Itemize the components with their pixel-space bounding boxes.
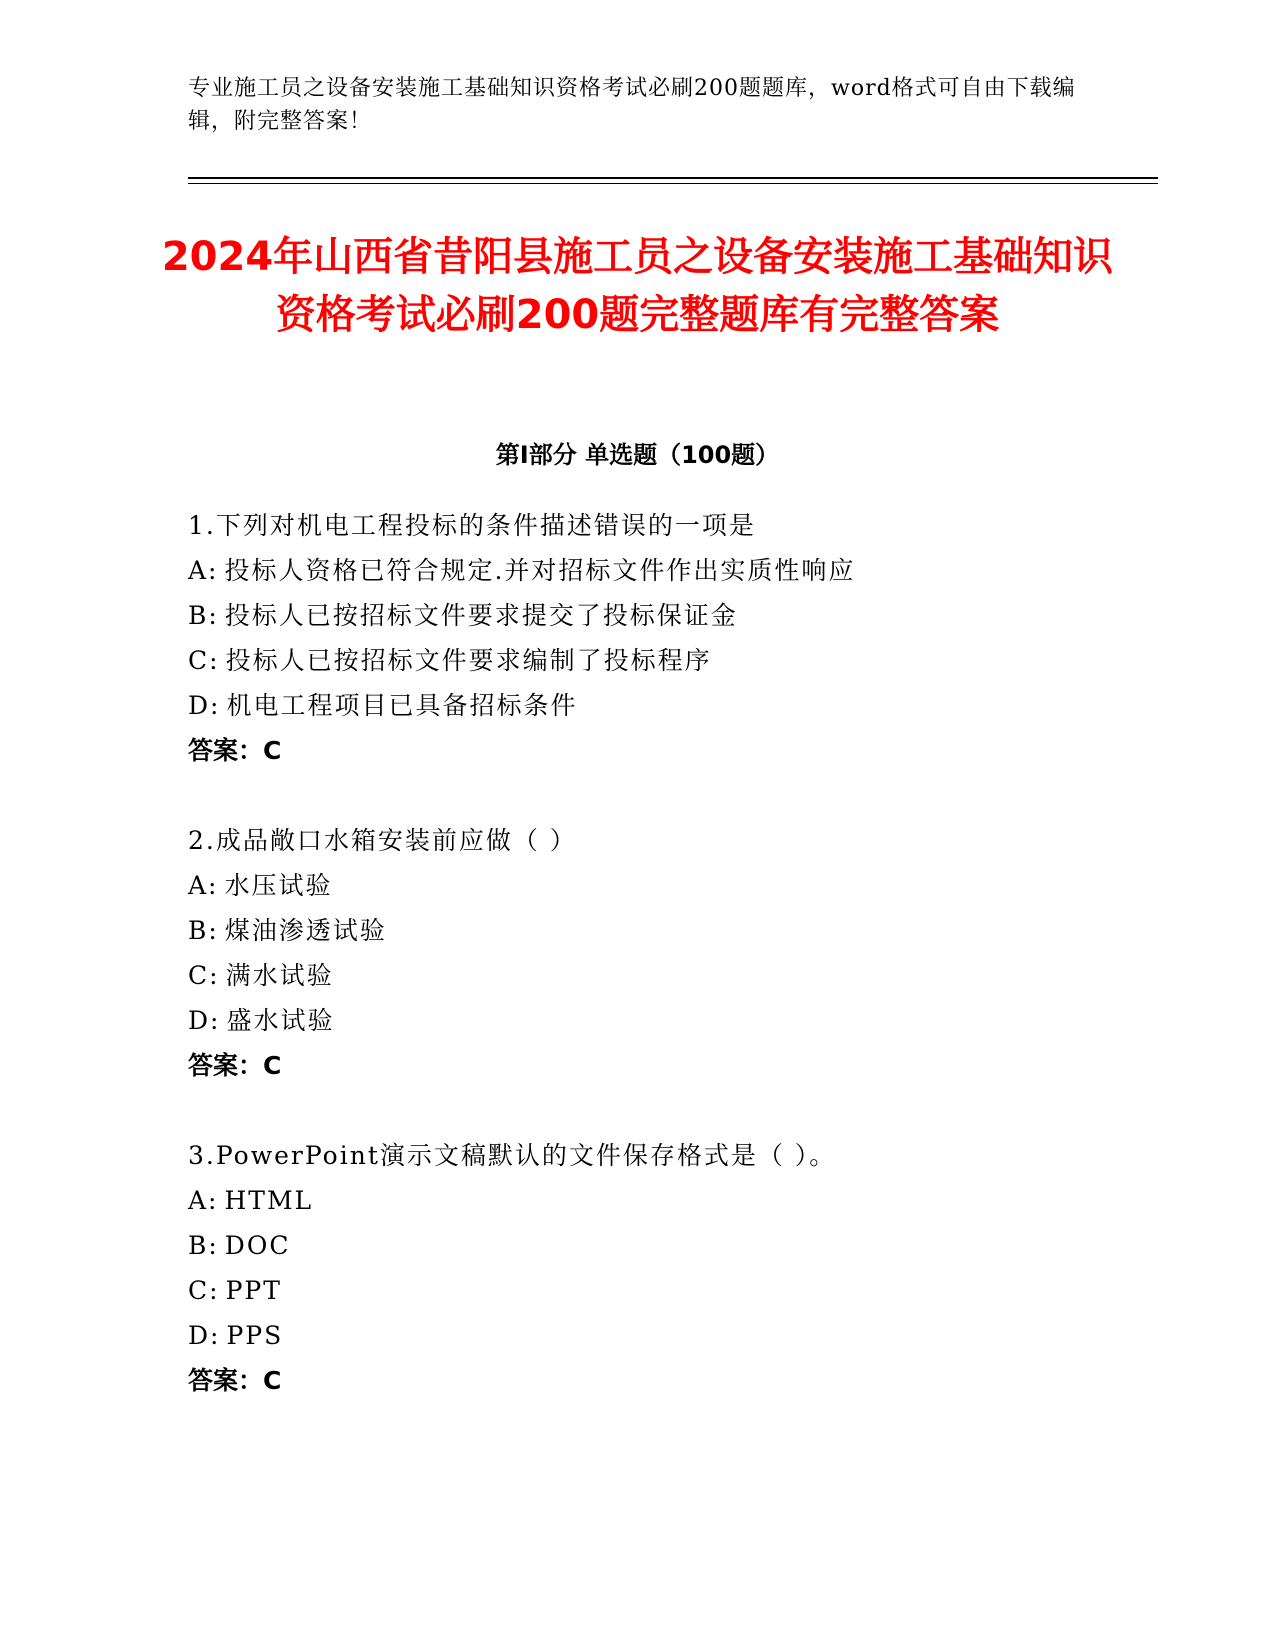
option-text: HTML xyxy=(224,1186,314,1215)
question-1 xyxy=(188,503,1138,773)
option-key: B: xyxy=(188,601,219,630)
answer-line: 答案：C xyxy=(188,1366,282,1395)
option-text: 盛水试验 xyxy=(226,1006,335,1035)
answer-line: 答案：C xyxy=(188,1051,282,1080)
option-c xyxy=(188,1268,1138,1313)
option-key: A: xyxy=(188,871,219,900)
option-text: PPS xyxy=(226,1321,284,1350)
header-note: 专业施工员之设备安装施工基础知识资格考试必刷200题题库，word格式可自由下载编辑，附完整答案！ xyxy=(188,76,1076,134)
option-text: 投标人资格已符合规定.并对招标文件作出实质性响应 xyxy=(224,556,856,585)
option-c xyxy=(188,638,1138,683)
question-3 xyxy=(188,1133,1138,1403)
option-a xyxy=(188,1178,1138,1223)
option-key: D: xyxy=(188,691,221,720)
option-d xyxy=(188,1313,1138,1358)
option-text: 满水试验 xyxy=(225,961,334,990)
option-text: DOC xyxy=(224,1231,291,1260)
section-heading: 第Ⅰ部分 单选题（100题） xyxy=(495,441,780,469)
option-key: D: xyxy=(188,1006,221,1035)
option-text: 投标人已按招标文件要求编制了投标程序 xyxy=(225,646,712,675)
header-rule-thin xyxy=(188,183,1158,184)
option-key: A: xyxy=(188,1186,219,1215)
option-key: A: xyxy=(188,556,219,585)
option-text: 机电工程项目已具备招标条件 xyxy=(226,691,578,720)
option-key: D: xyxy=(188,1321,221,1350)
option-text: 水压试验 xyxy=(224,871,333,900)
option-c xyxy=(188,953,1138,998)
option-b xyxy=(188,593,1138,638)
option-text: 煤油渗透试验 xyxy=(224,916,387,945)
option-key: C: xyxy=(188,646,220,675)
option-d xyxy=(188,683,1138,728)
option-key: B: xyxy=(188,1231,219,1260)
question-stem: 2.成品敞口水箱安装前应做（ ） xyxy=(188,826,577,855)
option-key: C: xyxy=(188,961,220,990)
option-key: C: xyxy=(188,1276,220,1305)
option-a xyxy=(188,863,1138,908)
question-stem: 1.下列对机电工程投标的条件描述错误的一项是 xyxy=(188,511,756,540)
option-text: PPT xyxy=(225,1276,282,1305)
option-b xyxy=(188,1223,1138,1268)
question-2 xyxy=(188,818,1138,1088)
option-key: B: xyxy=(188,916,219,945)
option-b xyxy=(188,908,1138,953)
document-title: 2024年山西省昔阳县施工员之设备安装施工基础知识资格考试必刷200题完整题库有完整答案 xyxy=(161,234,1114,338)
header-rule-thick xyxy=(188,177,1158,179)
option-a xyxy=(188,548,1138,593)
option-d xyxy=(188,998,1138,1043)
answer-line: 答案：C xyxy=(188,736,282,765)
question-stem: 3.PowerPoint演示文稿默认的文件保存格式是（ ）。 xyxy=(188,1141,837,1170)
option-text: 投标人已按招标文件要求提交了投标保证金 xyxy=(224,601,738,630)
